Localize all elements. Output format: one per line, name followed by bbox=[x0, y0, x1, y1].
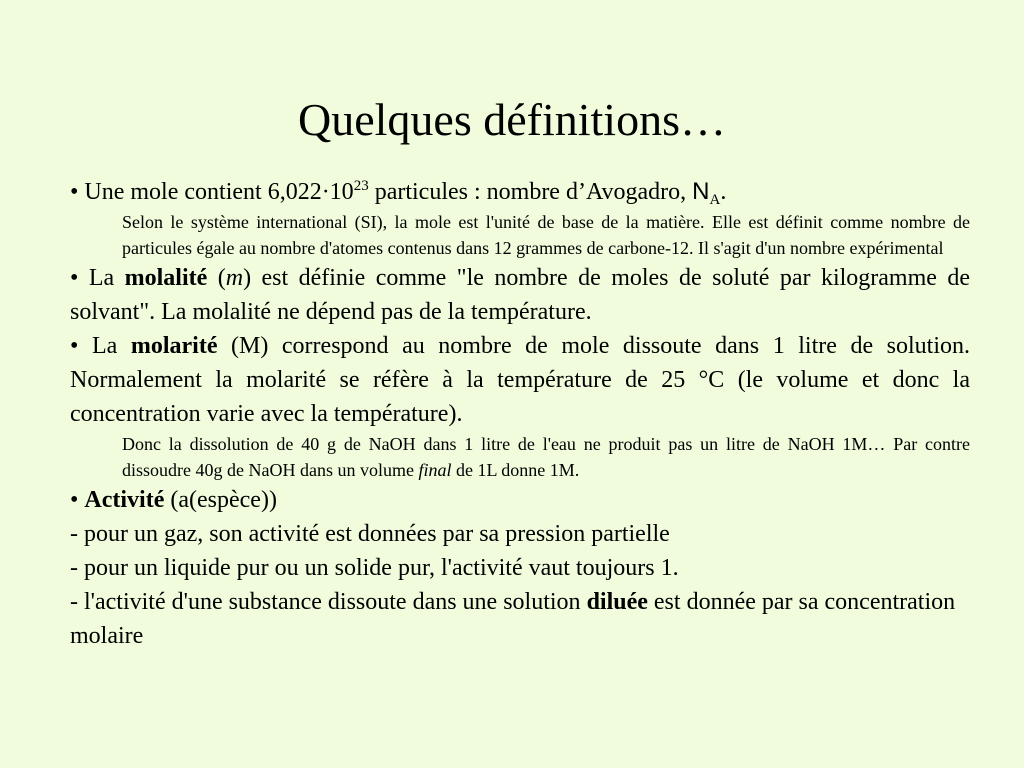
molarite-detail-pre: Donc la dissolution de 40 g de NaOH dans 1 litre de l'eau ne produit pas un litre de NaOH 1M… Par contre dissoudre 40g de NaOH dans un volume bbox=[122, 434, 970, 480]
activite-term: Activité bbox=[84, 487, 165, 513]
activite-line-gaz: - pour un gaz, son activité est données par sa pression partielle bbox=[70, 521, 670, 547]
activite-rest: (a(espèce)) bbox=[164, 487, 277, 513]
mole-detail: Selon le système international (SI), la mole est l'unité de base de la matière. Elle est définit comme nombre de particules égale au nombre d'atomes contenus dans 12 grammes de carbone-12. Il s'agit d'un nombre expérimental bbox=[122, 212, 970, 258]
slide-body bbox=[70, 175, 970, 653]
molalite-term: molalité bbox=[124, 265, 208, 291]
slide-title: Quelques définitions… bbox=[298, 94, 726, 145]
mole-end: . bbox=[720, 179, 727, 205]
activite-line-liquide: - pour un liquide pur ou un solide pur, l'activité vaut toujours 1. bbox=[70, 555, 679, 581]
bullet-marker: • bbox=[70, 333, 79, 359]
activite-line-solution bbox=[70, 585, 970, 653]
molarite-term: molarité bbox=[130, 333, 218, 359]
bullet-mole bbox=[70, 175, 970, 209]
avogadro-symbol: N bbox=[692, 178, 710, 205]
mole-text: Une mole contient 6,022·10 bbox=[78, 179, 354, 205]
bullet-molarite bbox=[70, 329, 970, 431]
molarite-detail bbox=[122, 431, 970, 483]
molarite-pre: La bbox=[78, 333, 131, 359]
activite-solution-post: est donnée par sa concentration molaire bbox=[70, 589, 956, 649]
bullet-molalite bbox=[70, 261, 970, 329]
activite-solution-pre: - l'activité d'une substance dissoute dans une solution bbox=[70, 589, 587, 615]
bullet-marker: • bbox=[70, 265, 79, 291]
molarite-detail-emph: final bbox=[418, 460, 452, 480]
molalite-symbol: m bbox=[225, 265, 244, 291]
molarite-rest: (M) correspond au nombre de mole dissoute dans 1 litre de solution. Normalement la molarité se réfère à la température de 25 °C (le volume et donc la concentration varie avec la température). bbox=[70, 333, 971, 427]
molalite-rest: ) est définie comme "le nombre de moles de soluté par kilogramme de solvant". La molalité ne dépend pas de la température. bbox=[70, 265, 971, 325]
activite-solution-term: diluée bbox=[586, 589, 648, 615]
avogadro-subscript: A bbox=[709, 192, 721, 208]
mole-text-2: particules : nombre d’Avogadro, bbox=[368, 179, 693, 205]
mole-exponent: 23 bbox=[353, 178, 369, 194]
bullet-activite bbox=[70, 483, 970, 517]
molalite-paren: ( bbox=[207, 265, 226, 291]
bullet-marker: • bbox=[70, 179, 79, 205]
bullet-marker: • bbox=[70, 487, 79, 513]
molarite-detail-post: de 1L donne 1M. bbox=[451, 460, 580, 480]
molalite-pre: La bbox=[78, 265, 125, 291]
